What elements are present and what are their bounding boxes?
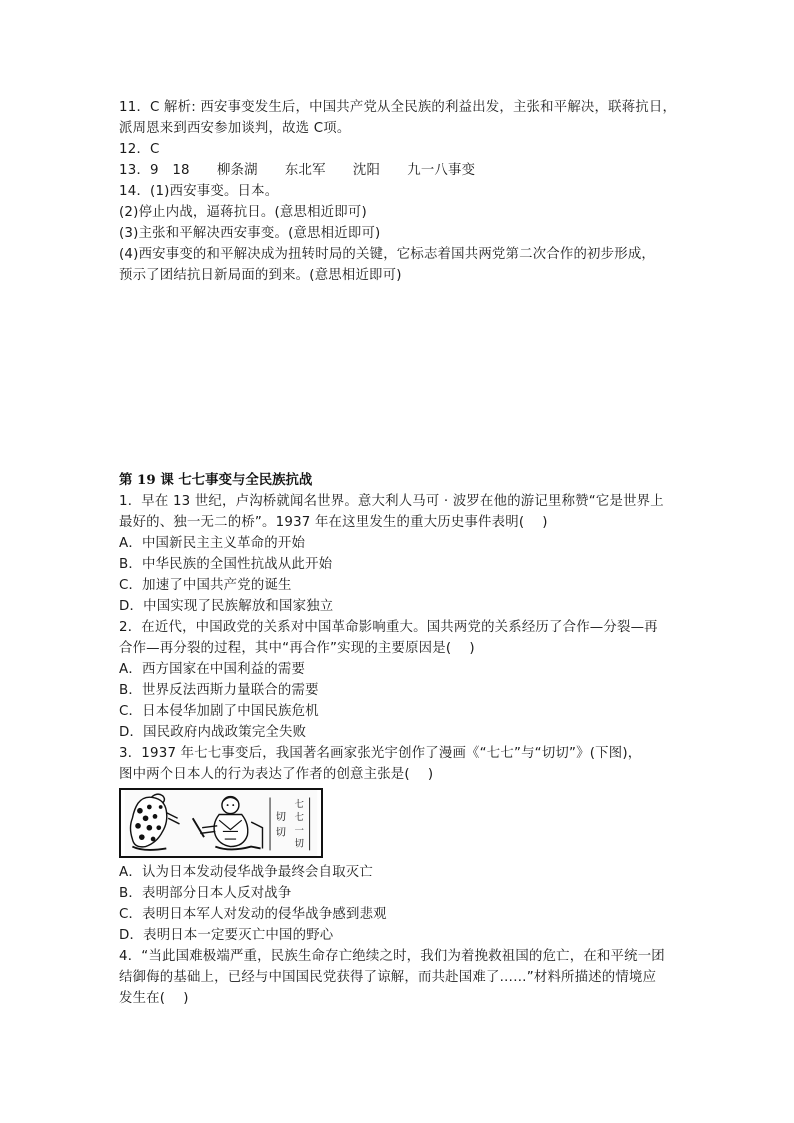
option-b: B．中华民族的全国性抗战从此开始: [119, 557, 333, 572]
answer-line: 12．C: [119, 142, 160, 157]
answer-line: 预示了团结抗日新局面的到来。(意思相近即可): [119, 268, 402, 283]
question-4: [119, 946, 679, 1009]
lesson-title: 第 19 课 七七事变与全民族抗战: [119, 472, 313, 488]
question-1: [119, 491, 679, 617]
answer-line: 14．(1)西安事变。日本。: [119, 184, 279, 199]
question-line: 4．“当此国难极端严重，民族生命存亡绝续之时，我们为着挽救祖国的危亡，在和平统一团: [119, 949, 665, 964]
option-c: C．表明日本军人对发动的侵华战争感到悲观: [119, 907, 387, 922]
option-d: D．国民政府内战政策完全失败: [119, 725, 307, 740]
option-a: A．中国新民主主义革命的开始: [119, 536, 306, 551]
answer-line: (3)主张和平解决西安事变。(意思相近即可): [119, 226, 381, 241]
cartoon-image: [119, 788, 323, 858]
answer-line: (2)停止内战，逼蒋抗日。(意思相近即可): [119, 205, 367, 220]
option-a: A．认为日本发动侵华战争最终会自取灭亡: [119, 865, 373, 880]
question-line: 最好的、独一无二的桥”。1937 年在这里发生的重大历史事件表明( ): [119, 515, 548, 530]
option-d: D．中国实现了民族解放和国家独立: [119, 599, 334, 614]
cartoon-label-right: 一: [294, 825, 304, 837]
option-b: B．表明部分日本人反对战争: [119, 886, 292, 901]
cartoon-label-left: 切: [275, 826, 287, 839]
question-3: [119, 743, 679, 946]
cartoon-label-right: 切: [294, 838, 304, 850]
cartoon-label-left: 切: [275, 811, 287, 824]
question-line: 结御侮的基础上，已经与中国国民党获得了谅解，而共赴国难了……”材料所描述的情境应: [119, 970, 657, 985]
option-a: A．西方国家在中国利益的需要: [119, 662, 306, 677]
answer-line: (4)西安事变的和平解决成为扭转时局的关键，它标志着国共两党第二次合作的初步形成，: [119, 247, 656, 262]
answer-section: [119, 97, 679, 286]
question-line: 发生在( ): [119, 991, 189, 1006]
option-d: D．表明日本一定要灭亡中国的野心: [119, 928, 334, 943]
answer-line: 13．9 18 柳条湖 东北军 沈阳 九一八事变: [119, 163, 476, 178]
lesson-section: [119, 470, 679, 1009]
answer-line: 11．C 解析: 西安事变发生后，中国共产党从全民族的利益出发，主张和平解决，联蒋抗日，: [119, 100, 677, 115]
option-b: B．世界反法西斯力量联合的需要: [119, 683, 319, 698]
question-line: 3．1937 年七七事变后，我国著名画家张光宇创作了漫画《“七七”与“切切”》(下图)，: [119, 746, 642, 761]
option-c: C．加速了中国共产党的诞生: [119, 578, 292, 593]
cartoon-label-right: 七: [294, 812, 304, 824]
answer-line: 派周恩来到西安参加谈判，故选 C项。: [119, 121, 351, 136]
question-line: 2．在近代，中国政党的关系对中国革命影响重大。国共两党的关系经历了合作—分裂—再: [119, 620, 658, 635]
question-line: 合作—再分裂的过程，其中“再合作”实现的主要原因是( ): [119, 641, 475, 656]
question-line: 图中两个日本人的行为表达了作者的创意主张是( ): [119, 767, 434, 782]
option-c: C．日本侵华加剧了中国民族危机: [119, 704, 319, 719]
question-2: [119, 617, 679, 743]
cartoon-label-right: 七: [294, 798, 304, 810]
question-line: 1．早在 13 世纪，卢沟桥就闻名世界。意大利人马可 · 波罗在他的游记里称赞“它是世界上: [119, 494, 664, 509]
